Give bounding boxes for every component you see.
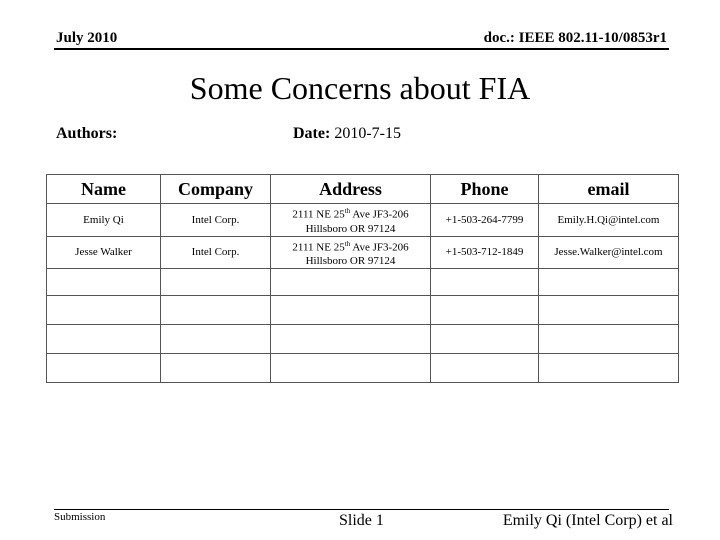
cell-email: Emily.H.Qi@intel.com [539,204,679,237]
cell-phone: +1-503-712-1849 [431,236,539,269]
authors-table [46,174,679,383]
header-date: July 2010 [56,30,118,46]
table-row-empty [47,325,679,354]
address-line-1: 2111 NE 25th Ave JF3-206 [292,239,409,254]
cell-company: Intel Corp. [161,204,271,237]
cell-name: Emily Qi [47,204,161,237]
column-header-phone: Phone [431,175,539,204]
column-header-company: Company [161,175,271,204]
address-line-2: Hillsboro OR 97124 [305,222,396,235]
header-divider [54,48,669,50]
authors-label: Authors: [56,125,118,142]
footer-author: Emily Qi (Intel Corp) et al [502,512,673,529]
date-value: 2010-7-15 [334,125,401,142]
column-header-email: email [539,175,679,204]
table-row [47,236,679,269]
cell-name: Jesse Walker [47,236,161,269]
date-label: Date: [293,125,331,142]
footer-divider [54,509,669,510]
footer-slide-number: Slide 1 [339,512,384,529]
address-line-1: 2111 NE 25th Ave JF3-206 [292,207,409,221]
cell-address [271,204,431,237]
table-row [47,204,679,237]
table-row-empty [47,354,679,383]
date-line [293,125,401,143]
column-header-address: Address [271,175,431,204]
cell-address [271,236,431,269]
table-header-row [47,175,679,204]
cell-phone: +1-503-264-7799 [431,204,539,237]
slide-title: Some Concerns about FIA [189,70,531,106]
cell-company: Intel Corp. [161,236,271,269]
table-row-empty [47,269,679,296]
table-row-empty [47,296,679,325]
cell-email: Jesse.Walker@intel.com [539,236,679,269]
address-line-2: Hillsboro OR 97124 [305,255,396,268]
header-doc-id: doc.: IEEE 802.11-10/0853r1 [483,30,667,46]
column-header-name: Name [47,175,161,204]
footer-submission: Submission [54,511,106,523]
